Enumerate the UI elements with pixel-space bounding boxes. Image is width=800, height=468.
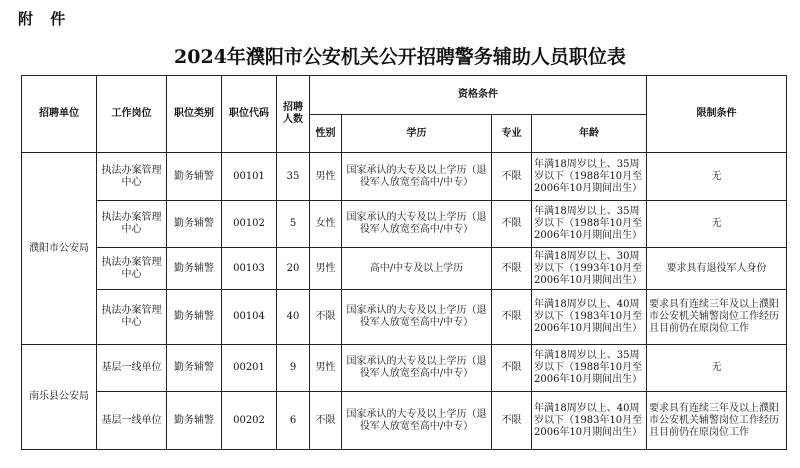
page-title: 2024年濮阳市公安机关公开招聘警务辅助人员职位表 [174, 46, 626, 68]
unit-cell: 濮阳市公安局 [22, 153, 97, 345]
code-cell: 00102 [222, 201, 277, 248]
post-cell: 执法办案管理中心 [97, 290, 167, 345]
restriction-cell: 要求具有连续三年及以上濮阳市公安机关辅警岗位工作经历且目前仍在原岗位工作 [647, 392, 787, 450]
post-cell: 执法办案管理中心 [97, 153, 167, 201]
age-cell: 年满18周岁以上、35周岁以下（1988年10月至2006年10月期间出生） [532, 201, 647, 248]
header-count: 招聘人数 [277, 76, 310, 153]
code-cell: 00103 [222, 248, 277, 290]
count-cell: 35 [277, 153, 310, 201]
major-cell: 不限 [492, 345, 532, 392]
header-category: 职位类别 [167, 76, 222, 153]
gender-cell: 女性 [310, 201, 342, 248]
gender-cell: 男性 [310, 248, 342, 290]
category-cell: 勤务辅警 [167, 392, 222, 450]
count-cell: 5 [277, 201, 310, 248]
header-restriction: 限制条件 [647, 76, 787, 153]
count-cell: 20 [277, 248, 310, 290]
restriction-cell: 无 [647, 153, 787, 201]
header-age: 年龄 [532, 115, 647, 153]
code-cell: 00202 [222, 392, 277, 450]
code-cell: 00201 [222, 345, 277, 392]
category-cell: 勤务辅警 [167, 153, 222, 201]
gender-cell: 男性 [310, 345, 342, 392]
post-cell: 执法办案管理中心 [97, 248, 167, 290]
table-row [22, 345, 787, 392]
gender-cell: 男性 [310, 153, 342, 201]
category-cell: 勤务辅警 [167, 248, 222, 290]
major-cell: 不限 [492, 290, 532, 345]
education-cell: 国家承认的大专及以上学历（退役军人放宽至高中/中专） [342, 201, 492, 248]
header-code: 职位代码 [222, 76, 277, 153]
header-conditions: 资格条件 [310, 76, 647, 115]
table-row [22, 290, 787, 345]
category-cell: 勤务辅警 [167, 290, 222, 345]
attachment-label: 附 件 [18, 10, 72, 28]
age-cell: 年满18周岁以上、30周岁以下（1993年10月至2006年10月期间出生） [532, 248, 647, 290]
major-cell: 不限 [492, 201, 532, 248]
table-row [22, 392, 787, 450]
gender-cell: 不限 [310, 290, 342, 345]
category-cell: 勤务辅警 [167, 201, 222, 248]
post-cell: 基层一线单位 [97, 345, 167, 392]
restriction-cell: 无 [647, 201, 787, 248]
header-education: 学历 [342, 115, 492, 153]
table-row [22, 248, 787, 290]
post-cell: 基层一线单位 [97, 392, 167, 450]
restriction-cell: 要求具有退役军人身份 [647, 248, 787, 290]
category-cell: 勤务辅警 [167, 345, 222, 392]
major-cell: 不限 [492, 248, 532, 290]
age-cell: 年满18周岁以上、35周岁以下（1988年10月至2006年10月期间出生） [532, 153, 647, 201]
positions-table [21, 75, 787, 450]
gender-cell: 不限 [310, 392, 342, 450]
education-cell: 高中/中专及以上学历 [342, 248, 492, 290]
count-cell: 40 [277, 290, 310, 345]
count-cell: 9 [277, 345, 310, 392]
age-cell: 年满18周岁以上、40周岁以下（1983年10月至2006年10月期间出生） [532, 290, 647, 345]
header-gender: 性别 [310, 115, 342, 153]
table-row [22, 201, 787, 248]
education-cell: 国家承认的大专及以上学历（退役军人放宽至高中/中专） [342, 345, 492, 392]
age-cell: 年满18周岁以上、40周岁以下（1983年10月至2006年10月期间出生） [532, 392, 647, 450]
header-post: 工作岗位 [97, 76, 167, 153]
table-row [22, 153, 787, 201]
header-major: 专业 [492, 115, 532, 153]
major-cell: 不限 [492, 392, 532, 450]
post-cell: 执法办案管理中心 [97, 201, 167, 248]
age-cell: 年满18周岁以上、35周岁以下（1988年10月至2006年10月期间出生） [532, 345, 647, 392]
restriction-cell: 无 [647, 345, 787, 392]
code-cell: 00101 [222, 153, 277, 201]
unit-cell: 南乐县公安局 [22, 345, 97, 450]
code-cell: 00104 [222, 290, 277, 345]
education-cell: 国家承认的大专及以上学历（退役军人放宽至高中/中专） [342, 392, 492, 450]
education-cell: 国家承认的大专及以上学历（退役军人放宽至高中/中专） [342, 153, 492, 201]
header-unit: 招聘单位 [22, 76, 97, 153]
major-cell: 不限 [492, 153, 532, 201]
count-cell: 6 [277, 392, 310, 450]
education-cell: 国家承认的大专及以上学历（退役军人放宽至高中/中专） [342, 290, 492, 345]
restriction-cell: 要求具有连续三年及以上濮阳市公安机关辅警岗位工作经历且目前仍在原岗位工作 [647, 290, 787, 345]
